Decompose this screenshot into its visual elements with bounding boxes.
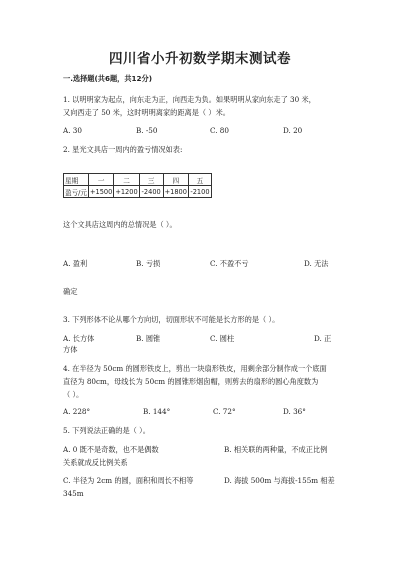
q4-option-a: A. 228° <box>63 407 91 416</box>
table-cell: 三 <box>139 174 163 186</box>
q3-option-d: D. 正 <box>314 334 332 343</box>
q1-option-d: D. 20 <box>283 126 303 135</box>
q4-line-1: 4. 在半径为 50cm 的圆形铁皮上，剪出一块扇形铁皮，用剩余部分制作成一个底面 <box>63 364 327 373</box>
q5-option-d: D. 海拔 500m 与海拔-155m 相差 <box>224 476 335 485</box>
q3-option-c: C. 圆柱 <box>210 334 235 343</box>
q1-option-a: A. 30 <box>63 126 82 135</box>
table-cell: +1800 <box>164 187 187 196</box>
table-cell: +1200 <box>115 187 138 196</box>
q1-line-1: 1. 以明明家为起点，向东走为正，向西走为负。如果明明从家向东走了 30 米， <box>63 95 316 104</box>
page-title: 四川省小升初数学期末测试卷 <box>109 51 291 67</box>
q5-option-b-wrap: 关系就成反比例关系 <box>63 458 128 467</box>
q5-option-a: A. 0 既不是奇数，也不是偶数 <box>63 445 159 454</box>
table-cell: 星期 <box>64 174 89 186</box>
table-cell: 盈亏/元 <box>64 186 89 198</box>
q5-option-d-wrap: 345m <box>63 489 84 498</box>
q1-option-b: B. -50 <box>136 126 158 135</box>
q5-stem: 5. 下列说法正确的是（ ）。 <box>63 426 150 435</box>
q4-line-3: （ ）。 <box>63 390 84 399</box>
q2-option-d: D. 无法 <box>304 259 329 268</box>
q5-option-c: C. 半径为 2cm 的圆，面积和周长不相等 <box>63 476 194 485</box>
table-cell: -2100 <box>190 187 210 196</box>
q2-option-c: C. 不盈不亏 <box>210 259 249 268</box>
table-row <box>64 186 212 198</box>
q1-line-2: 又向西走了 50 米，这时明明离家的距离是（ ）米。 <box>63 108 230 117</box>
q1-option-c: C. 80 <box>210 126 229 135</box>
q3-stem: 3. 下列形体不论从哪个方向切，切面形状不可能是长方形的是（ ）。 <box>63 315 280 324</box>
profit-loss-table <box>63 173 212 198</box>
table-cell: 一 <box>89 174 114 186</box>
table-cell: 五 <box>188 174 211 186</box>
table-cell: 二 <box>114 174 139 186</box>
q3-option-d-wrap: 方体 <box>63 345 78 354</box>
table-cell: 四 <box>163 174 188 186</box>
q4-line-2: 直径为 80cm，母线长为 50cm 的圆锥形烟囱帽，则剪去的扇形的圆心角度数为 <box>63 377 319 386</box>
table-header-row <box>64 174 212 186</box>
table-cell: +1500 <box>90 187 113 196</box>
q3-option-a: A. 长方体 <box>63 334 95 343</box>
q4-option-c: C. 72° <box>213 407 236 416</box>
q5-option-b: B. 相关联的两种量，不成正比例 <box>224 445 328 454</box>
table-cell: -2400 <box>139 186 163 198</box>
q2-ask: 这个文具店这周内的总情况是（ ）。 <box>63 220 177 229</box>
q2-stem: 2. 星光文具店一周内的盈亏情况如表: <box>63 145 183 154</box>
q2-option-d-wrap: 确定 <box>63 287 78 296</box>
section-heading: 一.选择题(共6题，共12分) <box>63 74 152 83</box>
q4-option-d: D. 36° <box>283 407 306 416</box>
q4-option-b: B. 144° <box>143 407 171 416</box>
q3-option-b: B. 圆锥 <box>136 334 161 343</box>
q2-option-a: A. 盈利 <box>63 259 88 268</box>
q2-option-b: B. 亏损 <box>136 259 161 268</box>
